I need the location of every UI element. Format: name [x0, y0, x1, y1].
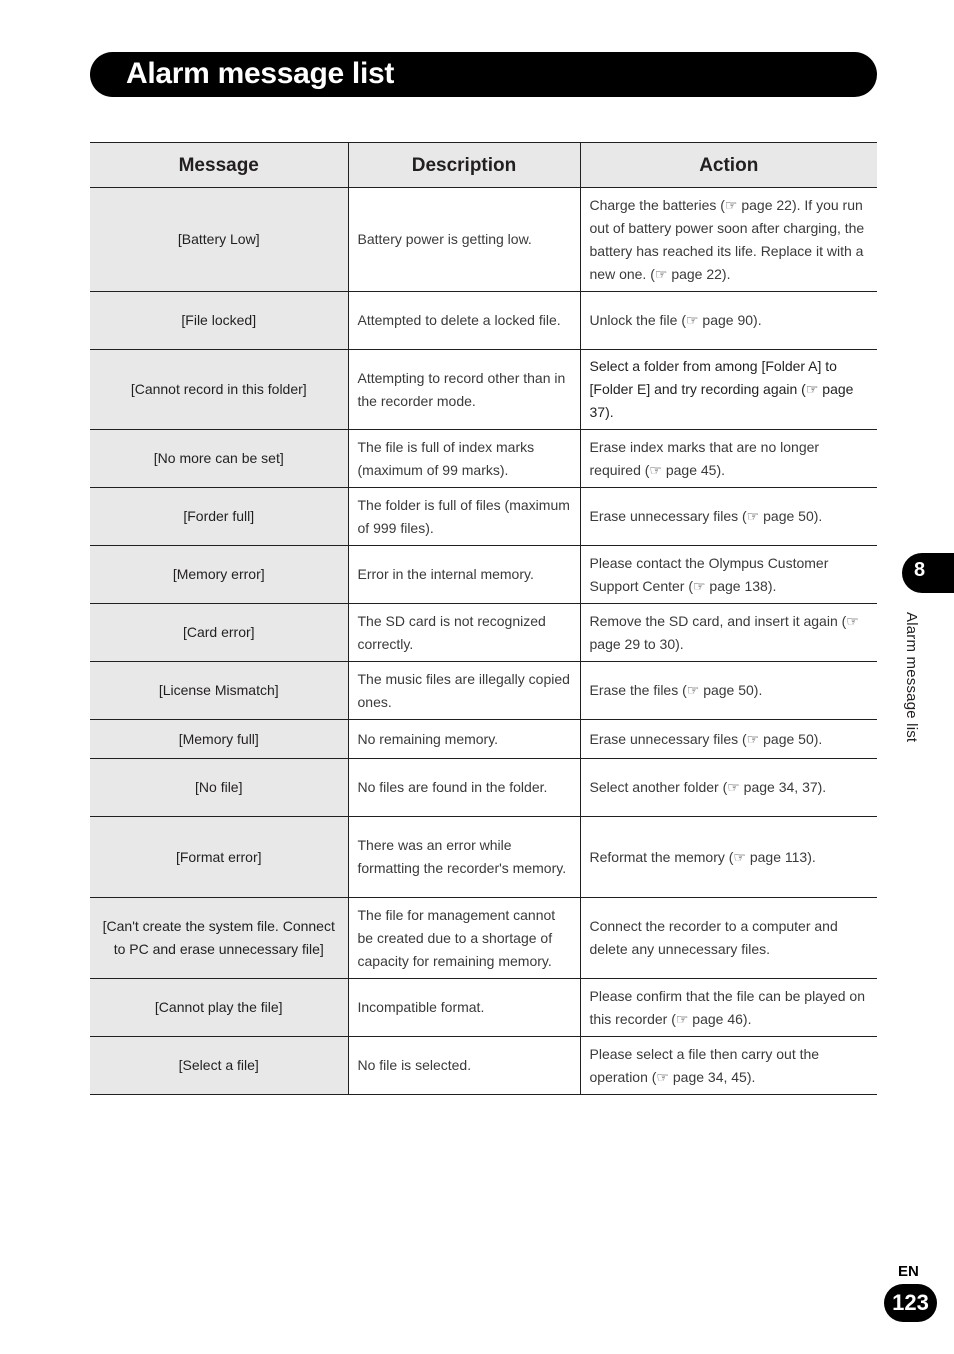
action-bold-term: Folder E	[593, 381, 647, 397]
chapter-number: 8	[914, 559, 926, 581]
title-bar	[90, 52, 877, 97]
table-row	[90, 488, 877, 546]
action-cell: Erase index marks that are no longer required (☞ page 45).	[580, 430, 877, 488]
table-row	[90, 759, 877, 817]
table-row	[90, 662, 877, 720]
description-cell: No files are found in the folder.	[348, 759, 580, 817]
message-cell: [Cannot play the file]	[90, 979, 348, 1037]
table-row	[90, 720, 877, 759]
description-cell: No remaining memory.	[348, 720, 580, 759]
side-section-label: Alarm message list	[903, 612, 920, 743]
message-cell: [Battery Low]	[90, 188, 348, 292]
table-header-row	[90, 143, 877, 188]
header-action: Action	[580, 143, 877, 188]
action-bold-term: Folder A	[765, 358, 818, 374]
header-description: Description	[348, 143, 580, 188]
description-cell: The folder is full of files (maximum of 999 files).	[348, 488, 580, 546]
table-row	[90, 546, 877, 604]
action-cell: Remove the SD card, and insert it again (☞ page 29 to 30).	[580, 604, 877, 662]
message-cell: [License Mismatch]	[90, 662, 348, 720]
table-row	[90, 898, 877, 979]
description-text: Attempting to record other than in the	[357, 369, 566, 409]
chapter-tab	[902, 553, 954, 593]
message-cell: [Memory error]	[90, 546, 348, 604]
table-row	[90, 1037, 877, 1095]
action-cell: Charge the batteries (☞ page 22). If you run out of battery power soon after charging, the battery has reached its life. Replace it with a new one. (☞ page 22).	[580, 188, 877, 292]
description-cell: Error in the internal memory.	[348, 546, 580, 604]
message-cell: [Can't create the system file. Connect to PC and erase unnecessary file]	[90, 898, 348, 979]
message-cell: [Card error]	[90, 604, 348, 662]
action-cell: Please confirm that the file can be played on this recorder (☞ page 46).	[580, 979, 877, 1037]
action-cell: Unlock the file (☞ page 90).	[580, 292, 877, 350]
message-cell: [No more can be set]	[90, 430, 348, 488]
table-row	[90, 979, 877, 1037]
message-cell: [Select a file]	[90, 1037, 348, 1095]
description-cell: The file for management cannot be created due to a shortage of capacity for remaining memory.	[348, 898, 580, 979]
action-text: ] to [	[589, 358, 837, 397]
action-text: ] and try recording again (☞ page 37).	[589, 381, 854, 420]
description-cell: The music files are illegally copied ones.	[348, 662, 580, 720]
description-bold-term: recorder	[380, 392, 433, 409]
action-cell: Reformat the memory (☞ page 113).	[580, 817, 877, 898]
action-cell: Erase unnecessary files (☞ page 50).	[580, 720, 877, 759]
action-cell: Erase unnecessary files (☞ page 50).	[580, 488, 877, 546]
description-cell: The SD card is not recognized correctly.	[348, 604, 580, 662]
message-cell: [Cannot record in this folder]	[90, 350, 348, 430]
table-row	[90, 350, 877, 430]
message-cell: [Forder full]	[90, 488, 348, 546]
table-row	[90, 604, 877, 662]
action-cell: Erase the files (☞ page 50).	[580, 662, 877, 720]
table-row	[90, 188, 877, 292]
description-cell: Battery power is getting low.	[348, 188, 580, 292]
action-cell: Connect the recorder to a computer and delete any unnecessary files.	[580, 898, 877, 979]
action-cell: Please contact the Olympus Customer Support Center (☞ page 138).	[580, 546, 877, 604]
table-row	[90, 430, 877, 488]
message-cell: [File locked]	[90, 292, 348, 350]
page-number: 123	[884, 1284, 937, 1322]
message-cell: [Format error]	[90, 817, 348, 898]
alarm-message-table	[90, 142, 877, 1095]
action-cell: Please select a file then carry out the operation (☞ page 34, 45).	[580, 1037, 877, 1095]
description-cell: Attempted to delete a locked file.	[348, 292, 580, 350]
message-cell: [Memory full]	[90, 720, 348, 759]
description-cell: Incompatible format.	[348, 979, 580, 1037]
description-cell: There was an error while formatting the recorder's memory.	[348, 817, 580, 898]
table-row	[90, 817, 877, 898]
description-text: mode.	[433, 392, 476, 409]
language-label: EN	[898, 1263, 919, 1280]
description-cell	[348, 350, 580, 430]
description-cell: No file is selected.	[348, 1037, 580, 1095]
action-text: Select a folder from among [	[589, 358, 766, 374]
description-cell: The file is full of index marks (maximum of 99 marks).	[348, 430, 580, 488]
message-cell: [No file]	[90, 759, 348, 817]
header-message: Message	[90, 143, 348, 188]
table-row	[90, 292, 877, 350]
action-cell: Select another folder (☞ page 34, 37).	[580, 759, 877, 817]
page-title: Alarm message list	[126, 57, 395, 90]
action-cell	[580, 350, 877, 430]
